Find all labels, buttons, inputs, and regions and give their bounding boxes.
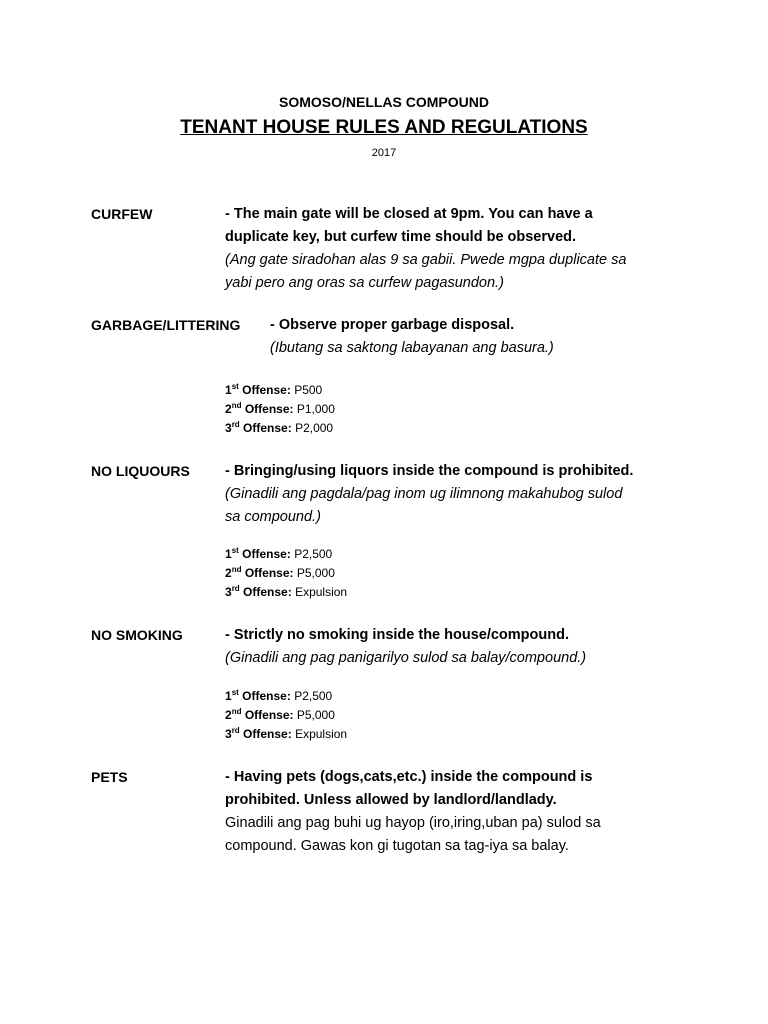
rule-label-garbage: GARBAGE/LITTERING (91, 317, 241, 333)
rule-text-line: duplicate key, but curfew time should be observed. (225, 229, 577, 245)
rule-text-line: - Strictly no smoking inside the house/compound. (225, 627, 569, 643)
offense-line: 3rd Offense: Expulsion (225, 726, 348, 741)
rule-liquors (225, 460, 633, 529)
rule-translation-line: (Ginadili ang pag panigarilyo sulod sa balay/compound.) (225, 650, 587, 666)
rule-text-line: - Observe proper garbage disposal. (270, 317, 515, 333)
rule-translation-line: (Ginadili ang pagdala/pag inom ug ilimnong makahubog sulod (225, 486, 623, 502)
rule-translation-line: (Ang gate siradohan alas 9 sa gabii. Pwede mgpa duplicate sa (225, 252, 627, 268)
fines-smoking (225, 687, 347, 744)
offense-line: 1st Offense: P2,500 (225, 688, 333, 703)
rule-translation-line: compound. Gawas kon gi tugotan sa tag-iya sa balay. (225, 838, 569, 854)
rule-label-curfew: CURFEW (91, 206, 153, 222)
fines-liquors (225, 545, 347, 602)
rule-translation-line: yabi pero ang oras sa curfew pagasundon.) (225, 275, 504, 291)
offense-line: 2nd Offense: P5,000 (225, 565, 335, 580)
rule-pets (225, 766, 601, 858)
rule-translation-line: (Ibutang sa saktong labayanan ang basura.) (270, 340, 554, 356)
rule-text-line: - Having pets (dogs,cats,etc.) inside the compound is (225, 769, 593, 785)
rule-translation-line: sa compound.) (225, 509, 321, 525)
rule-translation-line: Ginadili ang pag buhi ug hayop (iro,iring,uban pa) sulod sa (225, 815, 601, 831)
rule-text-line: - Bringing/using liquors inside the compound is prohibited. (225, 463, 634, 479)
rule-label-liquors: NO LIQUOURS (91, 463, 190, 479)
rule-smoking (225, 624, 586, 670)
rule-garbage (270, 314, 554, 360)
offense-line: 3rd Offense: Expulsion (225, 584, 348, 599)
offense-line: 2nd Offense: P5,000 (225, 707, 335, 722)
offense-line: 1st Offense: P2,500 (225, 546, 333, 561)
offense-line: 2nd Offense: P1,000 (225, 401, 335, 416)
document-title: TENANT HOUSE RULES AND REGULATIONS (180, 117, 588, 138)
compound-name: SOMOSO/NELLAS COMPOUND (278, 94, 489, 110)
rule-label-pets: PETS (91, 769, 128, 785)
offense-line: 1st Offense: P500 (225, 382, 323, 397)
rule-text-line: - The main gate will be closed at 9pm. You can have a (225, 206, 593, 222)
fines-garbage (225, 381, 335, 438)
offense-line: 3rd Offense: P2,000 (225, 420, 334, 435)
rule-label-smoking: NO SMOKING (91, 627, 183, 643)
rule-text-line: prohibited. Unless allowed by landlord/landlady. (225, 792, 557, 808)
document-year: 2017 (371, 147, 397, 159)
rule-curfew (225, 203, 626, 295)
